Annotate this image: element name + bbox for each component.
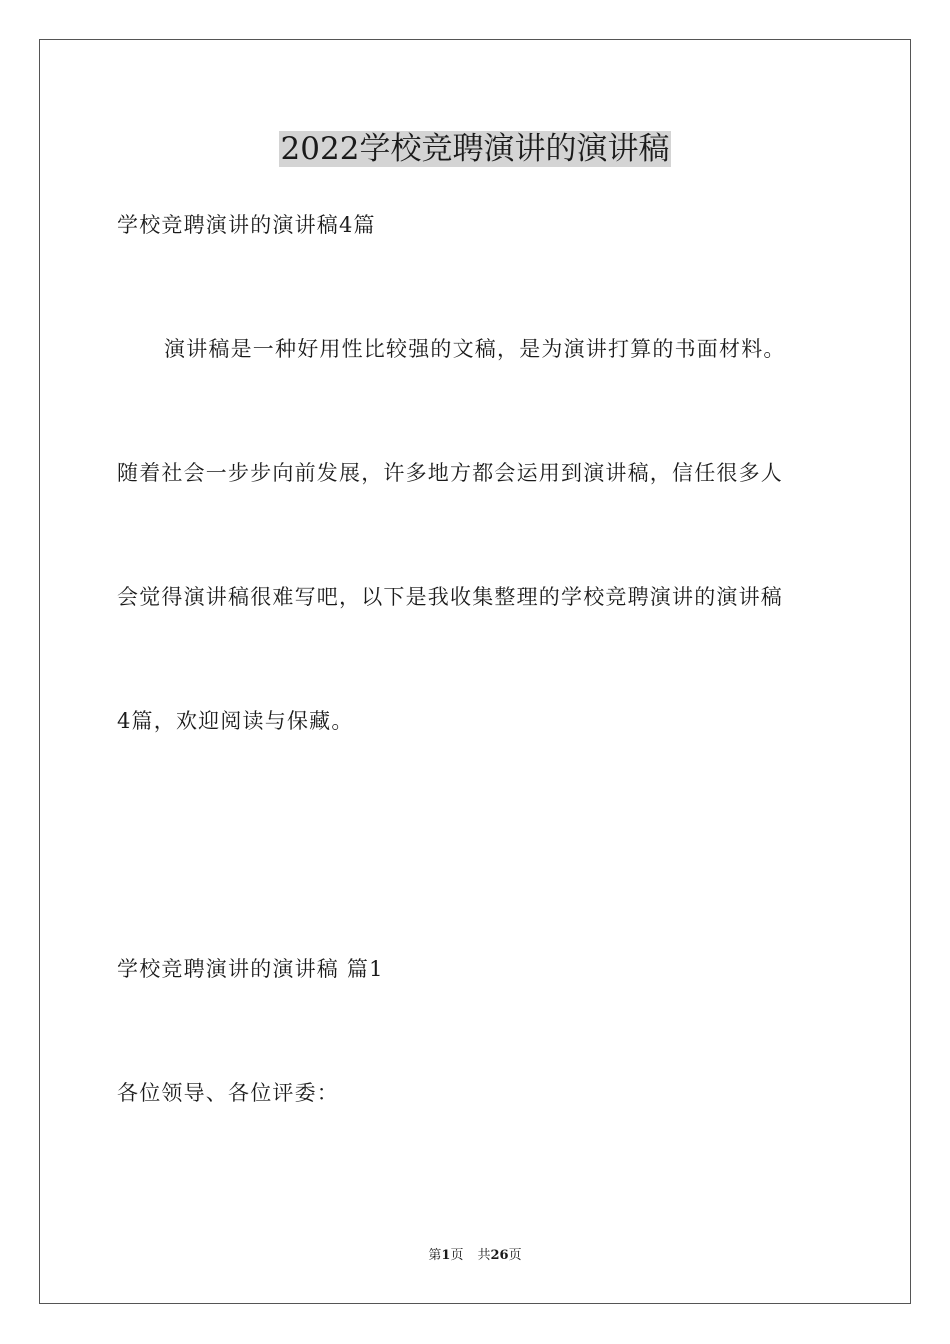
footer-page-prefix: 第 [428,1248,442,1263]
salutation-line: 各位领导、各位评委： [117,1081,339,1105]
document-title-text: 2022学校竞聘演讲的演讲稿 [280,131,670,167]
footer-page-number: 1 [441,1248,451,1263]
document-title [0,128,950,170]
intro-paragraph-line-3: 会觉得演讲稿很难写吧，以下是我收集整理的学校竞聘演讲的演讲稿 [117,585,783,609]
footer-total-prefix: 共 [477,1248,491,1263]
footer-page-suffix: 页 [450,1248,464,1263]
intro-paragraph-line-2: 随着社会一步步向前发展，许多地方都会运用到演讲稿，信任很多人 [117,461,783,485]
page-footer [0,1247,950,1265]
footer-total-suffix: 页 [508,1248,522,1263]
section-heading: 学校竞聘演讲的演讲稿 篇1 [117,957,384,981]
footer-total-pages: 26 [490,1248,509,1263]
intro-paragraph-line-1: 演讲稿是一种好用性比较强的文稿，是为演讲打算的书面材料。 [164,337,786,361]
subtitle-line: 学校竞聘演讲的演讲稿4篇 [117,213,376,237]
intro-paragraph-line-4: 4篇，欢迎阅读与保藏。 [117,709,354,733]
